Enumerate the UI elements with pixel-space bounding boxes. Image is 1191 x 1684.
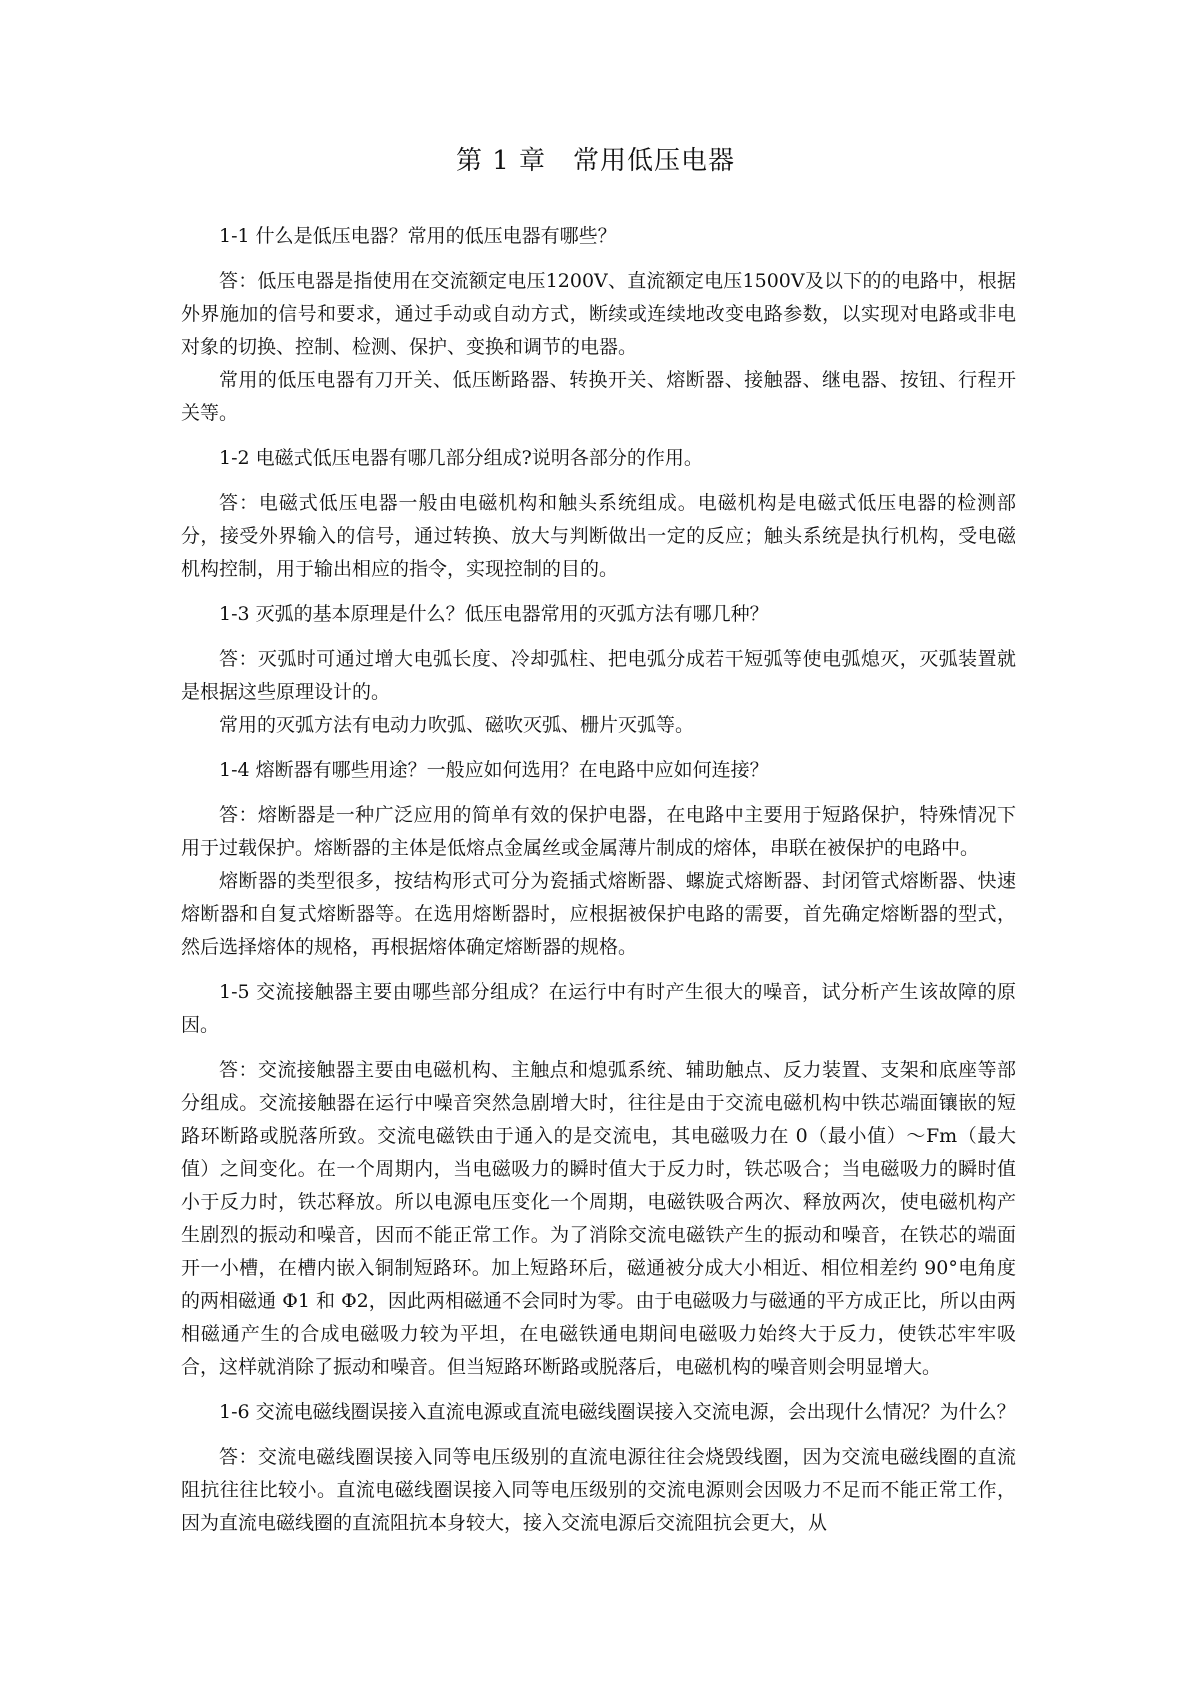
answer-1-6: 答：交流电磁线圈误接入同等电压级别的直流电源往往会烧毁线圈，因为交流电磁线圈的直流阻抗往往比较小。直流电磁线圈误接入同等电压级别的交流电源则会因吸力不足而不能正常工作，因为直流电磁线圈的直流阻抗本身较大，接入交流电源后交流阻抗会更大，从 xyxy=(181,1446,1016,1534)
qa-section-1-6 xyxy=(181,1396,1016,1540)
question-1-5: 1-5 交流接触器主要由哪些部分组成？在运行中有时产生很大的噪音，试分析产生该故障的原因。 xyxy=(181,981,1016,1036)
qa-section-1-2 xyxy=(181,442,1016,586)
question-1-6: 1-6 交流电磁线圈误接入直流电源或直流电磁线圈误接入交流电源，会出现什么情况？为什么？ xyxy=(219,1401,1016,1423)
document-body xyxy=(181,220,1016,1540)
answer-1-5: 答：交流接触器主要由电磁机构、主触点和熄弧系统、辅助触点、反力装置、支架和底座等部分组成。交流接触器在运行中噪音突然急剧增大时，往往是由于交流电磁机构中铁芯端面镶嵌的短路环断路或脱落所致。交流电磁铁由于通入的是交流电，其电磁吸力在 0（最小值）～Fm（最大值）之间变化。在一个周期内，当电磁吸力的瞬时值大于反力时，铁芯吸合；当电磁吸力的瞬时值小于反力时，铁芯释放。所以电源电压变化一个周期，电磁铁吸合两次、释放两次，使电磁机构产生剧烈的振动和噪音，因而不能正常工作。为了消除交流电磁铁产生的振动和噪音，在铁芯的端面开一小槽，在槽内嵌入铜制短路环。加上短路环后，磁通被分成大小相近、相位相差约 90°电角度的两相磁通 Φ1 和 Φ2，因此两相磁通不会同时为零。由于电磁吸力与磁通的平方成正比，所以由两相磁通产生的合成电磁吸力较为平坦，在电磁铁通电期间电磁吸力始终大于反力，使铁芯牢牢吸合，这样就消除了振动和噪音。但当短路环断路或脱落后，电磁机构的噪音则会明显增大。 xyxy=(181,1059,1016,1378)
qa-section-1-5 xyxy=(181,976,1016,1384)
answer-1-3-part-1: 答：灭弧时可通过增大电弧长度、冷却弧柱、把电弧分成若干短弧等使电弧熄灭，灭弧装置就是根据这些原理设计的。 xyxy=(181,648,1016,703)
answer-1-1-part-1: 答：低压电器是指使用在交流额定电压1200V、直流额定电压1500V及以下的的电路中，根据外界施加的信号和要求，通过手动或自动方式，断续或连续地改变电路参数，以实现对电路或非电对象的切换、控制、检测、保护、变换和调节的电器。 xyxy=(181,270,1016,358)
qa-section-1-3 xyxy=(181,598,1016,742)
answer-1-2: 答：电磁式低压电器一般由电磁机构和触头系统组成。电磁机构是电磁式低压电器的检测部分，接受外界输入的信号，通过转换、放大与判断做出一定的反应；触头系统是执行机构，受电磁机构控制，用于输出相应的指令，实现控制的目的。 xyxy=(181,492,1016,580)
answer-1-4-part-1: 答：熔断器是一种广泛应用的简单有效的保护电器，在电路中主要用于短路保护，特殊情况下用于过载保护。熔断器的主体是低熔点金属丝或金属薄片制成的熔体，串联在被保护的电路中。 xyxy=(181,804,1016,859)
question-1-4: 1-4 熔断器有哪些用途？一般应如何选用？在电路中应如何连接？ xyxy=(219,759,769,781)
answer-1-4-part-2: 熔断器的类型很多，按结构形式可分为瓷插式熔断器、螺旋式熔断器、封闭管式熔断器、快速熔断器和自复式熔断器等。在选用熔断器时，应根据被保护电路的需要，首先确定熔断器的型式，然后选择熔体的规格，再根据熔体确定熔断器的规格。 xyxy=(181,870,1016,958)
answer-1-1-part-2: 常用的低压电器有刀开关、低压断路器、转换开关、熔断器、接触器、继电器、按钮、行程开关等。 xyxy=(181,369,1016,424)
qa-section-1-1 xyxy=(181,220,1016,430)
question-1-2: 1-2 电磁式低压电器有哪几部分组成?说明各部分的作用。 xyxy=(219,447,703,469)
question-1-3: 1-3 灭弧的基本原理是什么？低压电器常用的灭弧方法有哪几种？ xyxy=(219,603,769,625)
chapter-title: 第 1 章 常用低压电器 xyxy=(455,146,736,176)
answer-1-3-part-2: 常用的灭弧方法有电动力吹弧、磁吹灭弧、栅片灭弧等。 xyxy=(219,714,695,736)
question-1-1: 1-1 什么是低压电器？常用的低压电器有哪些？ xyxy=(219,225,617,247)
qa-section-1-4 xyxy=(181,754,1016,964)
